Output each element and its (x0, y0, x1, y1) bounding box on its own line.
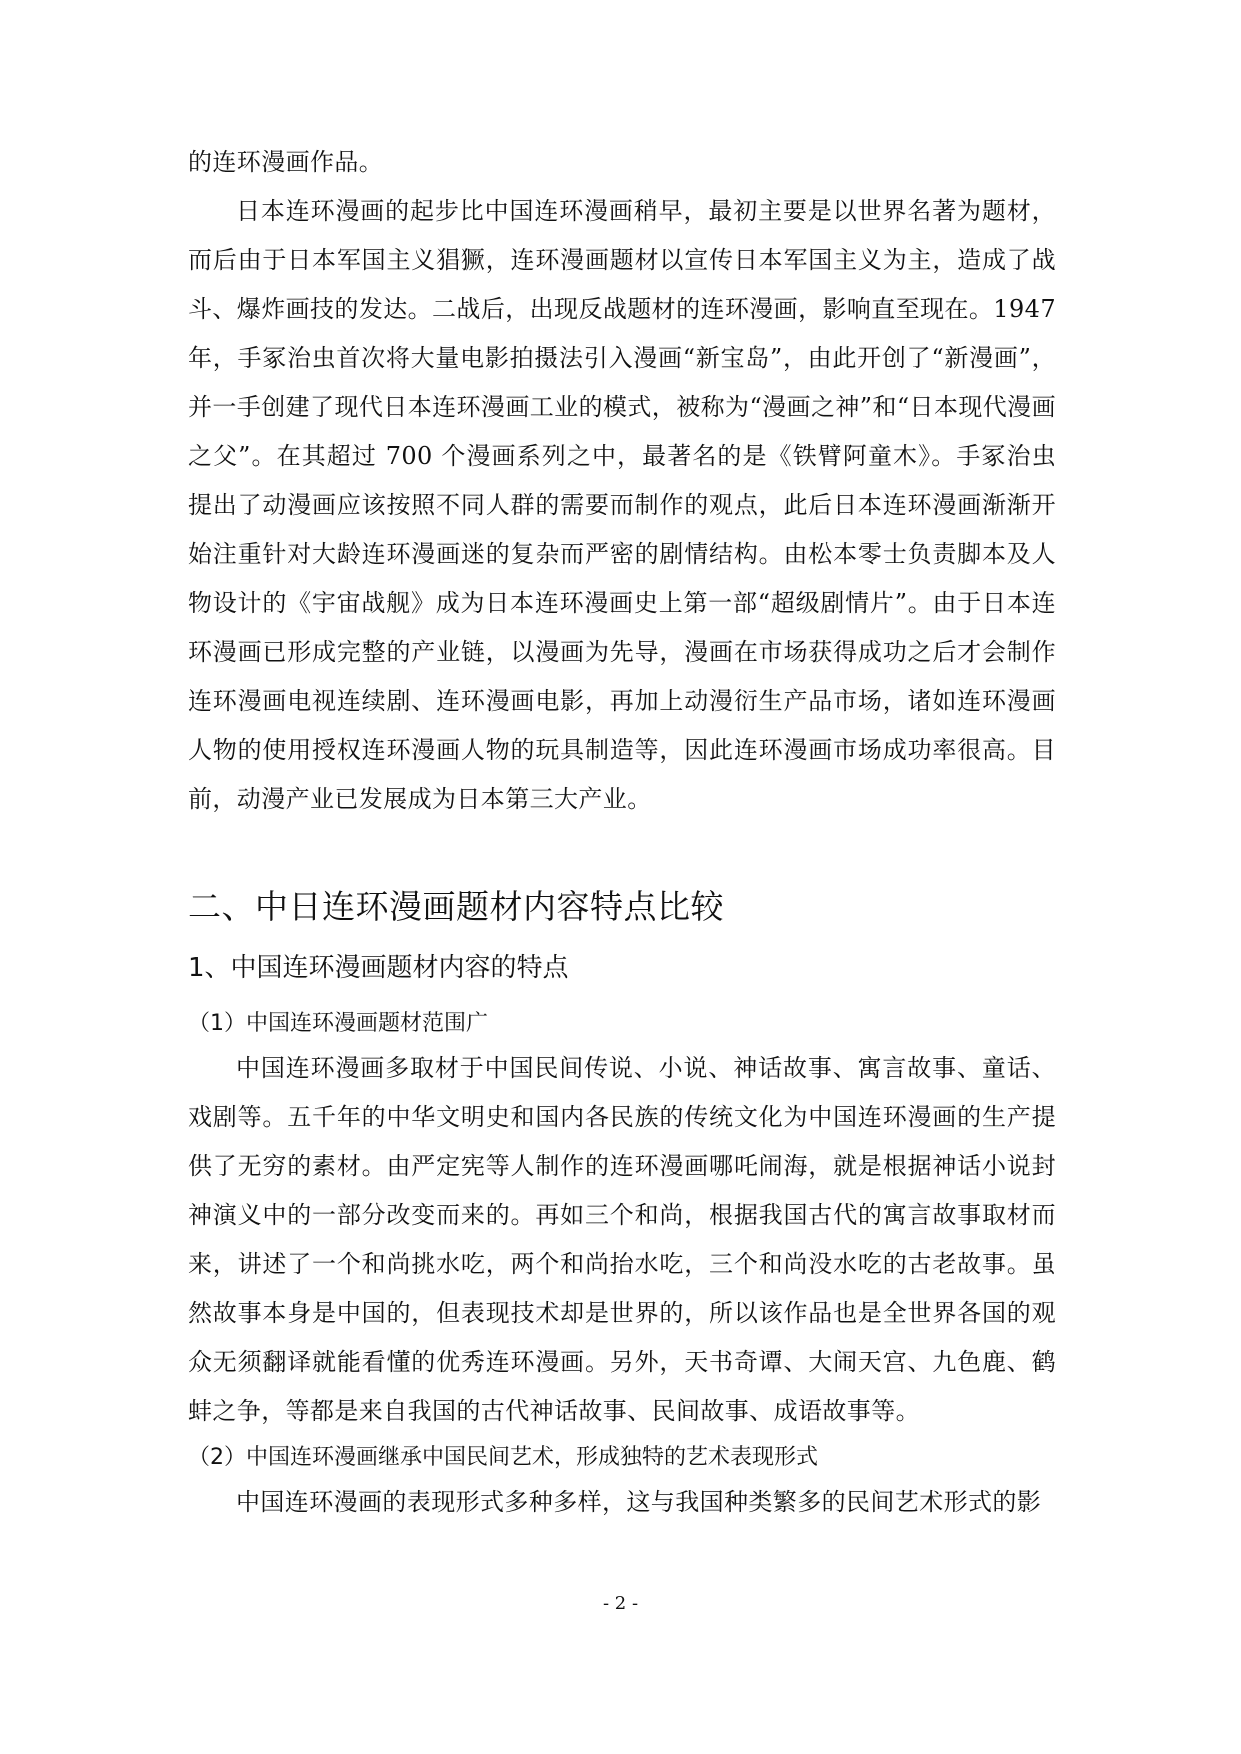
paragraph-chinese-subjects: 中国连环漫画多取材于中国民间传说、小说、神话故事、寓言故事、童话、戏剧等。五千年的中华文明史和国内各民族的传统文化为中国连环漫画的生产提供了无穷的素材。由严定宪等人制作的连环漫画哪吒闹海，就是根据神话小说封神演义中的一部分改变而来的。再如三个和尚，根据我国古代的寓言故事取材而来，讲述了一个和尚挑水吃，两个和尚抬水吃，三个和尚没水吃的古老故事。虽然故事本身是中国的，但表现技术却是世界的，所以该作品也是全世界各国的观众无须翻译就能看懂的优秀连环漫画。另外，天书奇谭、大闹天宫、九色鹿、鹤蚌之争，等都是来自我国的古代神话故事、民间故事、成语故事等。 (188, 1054, 1056, 1425)
item-heading-2: （2）中国连环漫画继承中国民间艺术，形成独特的艺术表现形式 (188, 1445, 818, 1470)
document-body (188, 138, 1056, 1527)
paragraph-continuation: 的连环漫画作品。 (188, 148, 384, 176)
paragraph-japan-comics: 日本连环漫画的起步比中国连环漫画稍早，最初主要是以世界名著为题材，而后由于日本军国主义猖獗，连环漫画题材以宣传日本军国主义为主，造成了战斗、爆炸画技的发达。二战后，出现反战题材的连环漫画，影响直至现在。1947年，手冢治虫首次将大量电影拍摄法引入漫画“新宝岛”，由此开创了“新漫画”，并一手创建了现代日本连环漫画工业的模式，被称为“漫画之神”和“日本现代漫画之父”。在其超过 700 个漫画系列之中，最著名的是《铁臂阿童木》。手冢治虫提出了动漫画应该按照不同人群的需要而制作的观点，此后日本连环漫画渐渐开始注重针对大龄连环漫画迷的复杂而严密的剧情结构。由松本零士负责脚本及人物设计的《宇宙战舰》成为日本连环漫画史上第一部“超级剧情片”。由于日本连环漫画已形成完整的产业链，以漫画为先导，漫画在市场获得成功之后才会制作连环漫画电视连续剧、连环漫画电影，再加上动漫衍生产品市场，诸如连环漫画人物的使用授权连环漫画人物的玩具制造等，因此连环漫画市场成功率很高。目前，动漫产业已发展成为日本第三大产业。 (188, 197, 1056, 813)
section-heading: 二、中日连环漫画题材内容特点比较 (188, 887, 724, 926)
page-number: - 2 - (602, 1593, 639, 1614)
paragraph-forms: 中国连环漫画的表现形式多种多样，这与我国种类繁多的民间艺术形式的影 (236, 1488, 1042, 1516)
subsection-heading: 1、中国连环漫画题材内容的特点 (188, 953, 569, 983)
item-heading-1: （1）中国连环漫画题材范围广 (188, 1011, 488, 1036)
